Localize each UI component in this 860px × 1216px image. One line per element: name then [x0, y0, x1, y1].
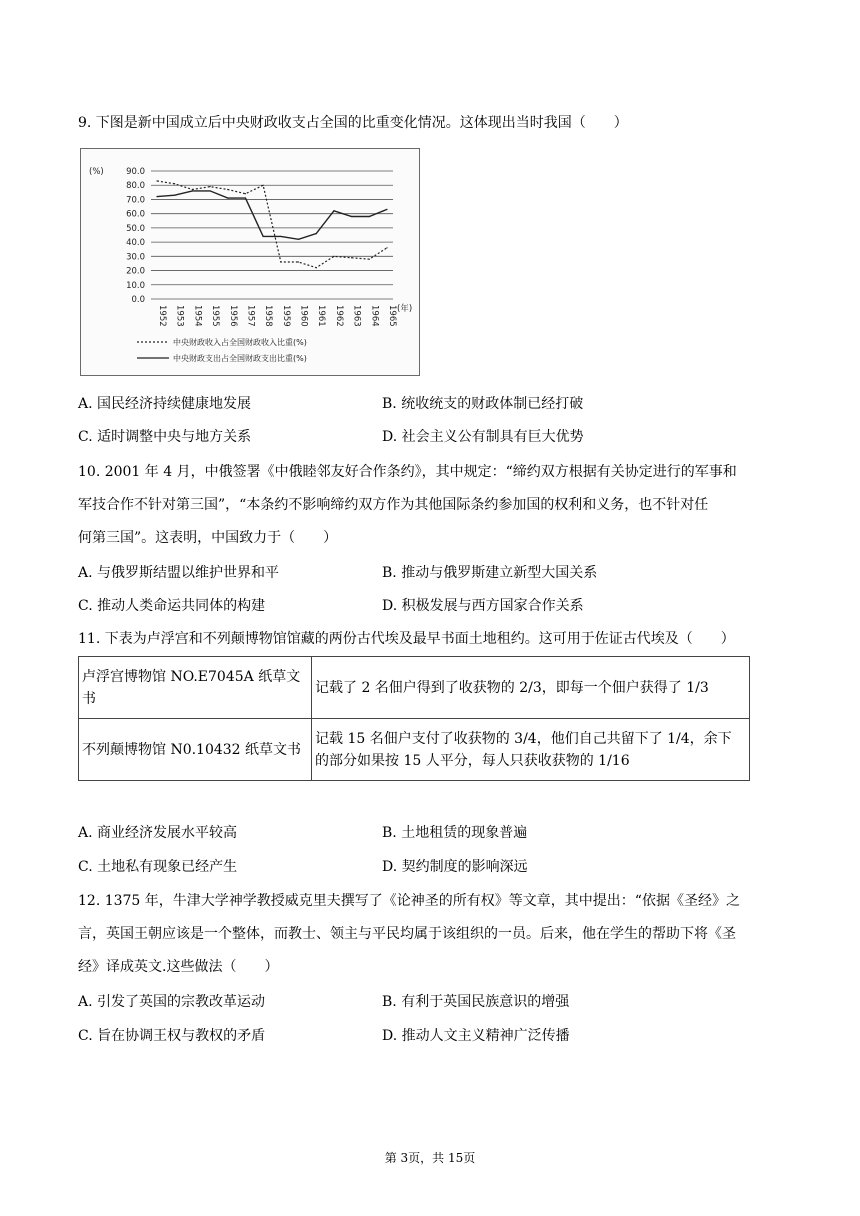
- q10-option-a[interactable]: A. 与俄罗斯结盟以维护世界和平: [78, 565, 280, 581]
- y-tick-label: 30.0: [126, 252, 145, 263]
- q9-option-a[interactable]: A. 国民经济持续健康地发展: [78, 396, 252, 412]
- legend-label: 中央财政收入占全国财政收入比重(%): [173, 338, 307, 347]
- series-line-1: [157, 191, 387, 239]
- q12-options-row-2: [78, 1026, 778, 1046]
- q10-option-c[interactable]: C. 推动人类命运共同体的构建: [78, 598, 266, 614]
- data-point: [298, 261, 299, 262]
- data-point: [316, 233, 317, 234]
- x-tick-label: 1953: [174, 305, 185, 327]
- cell-text: 不列颠博物馆 N0.10432 纸草文书: [82, 741, 302, 758]
- data-point: [209, 186, 210, 187]
- data-point: [280, 236, 281, 237]
- q9-options-row-2: [78, 427, 778, 447]
- data-point: [333, 256, 334, 257]
- data-point: [209, 190, 210, 191]
- y-tick-label: 60.0: [126, 209, 145, 220]
- cell-text: 记载 15 名佃户支付了收获物的 3/4，他们自己共留下了 1/4，余下: [315, 730, 732, 747]
- data-point: [280, 261, 281, 262]
- y-tick-label: 50.0: [126, 223, 145, 234]
- data-point: [192, 190, 193, 191]
- page-footer: 第 3页，共 15页: [384, 1151, 476, 1165]
- x-tick-label: 1960: [298, 305, 309, 327]
- q10-option-d[interactable]: D. 积极发展与西方国家合作关系: [382, 598, 584, 614]
- q12-options-row-1: [78, 992, 778, 1012]
- q9-option-d[interactable]: D. 社会主义公有制具有巨大优势: [382, 429, 584, 445]
- data-point: [245, 193, 246, 194]
- x-tick-label: 1962: [333, 305, 344, 327]
- x-tick-label: 1957: [245, 305, 256, 327]
- table-row: [79, 657, 750, 719]
- q11-option-d[interactable]: D. 契约制度的影响深远: [382, 859, 528, 875]
- data-point: [192, 189, 193, 190]
- lease-table: [78, 656, 750, 781]
- x-tick-label: 1965: [387, 305, 397, 327]
- q12-stem-line-2: 言，英国王朝应该是一个整体，而教士、领主与平民均属于该组织的一员。后来，他在学生的帮助下将《圣: [78, 926, 736, 942]
- q11-options-row-2: [78, 857, 778, 877]
- chart-svg: [81, 149, 419, 375]
- series-line-0: [157, 181, 387, 268]
- data-point: [156, 196, 157, 197]
- y-tick-label: 70.0: [126, 195, 145, 206]
- q11-options-row-1: [78, 823, 778, 843]
- y-axis-label: (%): [89, 167, 104, 177]
- data-point: [316, 267, 317, 268]
- x-tick-label: 1964: [369, 305, 380, 327]
- q12-stem-line-1: 12. 1375 年，牛津大学神学教授威克里夫撰写了《论神圣的所有权》等文章，其中提出：“依据《圣经》之: [78, 893, 740, 909]
- q12-option-d[interactable]: D. 推动人文主义精神广泛传播: [382, 1028, 570, 1044]
- q9-stem: 9. 下图是新中国成立后中央财政收支占全国的比重变化情况。这体现出当时我国（ ）: [78, 115, 628, 131]
- cell-text: 的部分如果按 15 人平分，每人只获收获物的 1/16: [315, 752, 630, 769]
- y-tick-label: 0.0: [131, 295, 145, 305]
- q9-option-c[interactable]: C. 适时调整中央与地方关系: [78, 429, 252, 445]
- data-point: [156, 180, 157, 181]
- x-tick-label: 1963: [351, 305, 362, 327]
- data-point: [227, 189, 228, 190]
- y-tick-label: 40.0: [126, 238, 145, 249]
- q12-option-c[interactable]: C. 旨在协调王权与教权的矛盾: [78, 1028, 266, 1044]
- cell-text: 卢浮宫博物馆 NO.E7045A 纸草文: [82, 668, 301, 685]
- data-point: [174, 183, 175, 184]
- data-point: [263, 185, 264, 186]
- q11-stem: 11. 下表为卢浮宫和不列颠博物馆馆藏的两份古代埃及最早书面土地租约。这可用于佐证古代埃及（ ）: [78, 631, 735, 647]
- q10-stem-line-3: 何第三国”。这表明，中国致力于（ ）: [78, 530, 338, 546]
- data-point: [351, 216, 352, 217]
- data-point: [298, 239, 299, 240]
- q10-stem-line-2: 军技合作不针对第三国”，“本条约不影响缔约双方作为其他国际条约参加国的权利和义务，也不针对任: [78, 497, 709, 513]
- table-row: [79, 719, 750, 781]
- data-point: [174, 195, 175, 196]
- x-axis-label: (年): [397, 304, 413, 314]
- cell-text: 书: [82, 690, 96, 707]
- q9-options-row-1: [78, 394, 778, 414]
- table-cell-content: [312, 657, 750, 719]
- x-tick-label: 1952: [157, 305, 167, 327]
- table-cell-content: [312, 719, 750, 781]
- q12-stem-line-3: 经》译成英文.这些做法（ ）: [78, 959, 279, 975]
- q11-option-a[interactable]: A. 商业经济发展水平较高: [78, 825, 238, 841]
- data-point: [245, 197, 246, 198]
- x-tick-label: 1958: [263, 305, 274, 327]
- table-cell-source: [79, 719, 312, 781]
- data-point: [227, 197, 228, 198]
- legend-label: 中央财政支出占全国财政支出比重(%): [173, 354, 307, 363]
- table-cell-source: [79, 657, 312, 719]
- q10-option-b[interactable]: B. 推动与俄罗斯建立新型大国关系: [382, 565, 598, 581]
- q12-option-a[interactable]: A. 引发了英国的宗教改革运动: [78, 994, 266, 1010]
- x-tick-label: 1961: [316, 305, 327, 327]
- x-tick-label: 1955: [210, 305, 221, 327]
- data-point: [351, 257, 352, 258]
- data-point: [386, 209, 387, 210]
- data-point: [333, 210, 334, 211]
- q9-option-b[interactable]: B. 统收统支的财政体制已经打破: [382, 396, 584, 412]
- q11-option-b[interactable]: B. 土地租赁的现象普遍: [382, 825, 528, 841]
- fiscal-ratio-chart: [80, 148, 420, 376]
- data-point: [386, 247, 387, 248]
- x-tick-label: 1959: [280, 305, 291, 327]
- x-tick-label: 1954: [192, 305, 203, 327]
- cell-text: 记载了 2 名佃户得到了收获物的 2/3，即每一个佃户获得了 1/3: [315, 679, 709, 696]
- data-point: [369, 259, 370, 260]
- x-tick-label: 1956: [227, 305, 238, 327]
- y-tick-label: 10.0: [126, 280, 145, 291]
- q10-options-row-2: [78, 596, 778, 616]
- q10-stem-line-1: 10. 2001 年 4 月，中俄签署《中俄睦邻友好合作条约》，其中规定：“缔约双方根据有关协定进行的军事和: [78, 464, 737, 480]
- data-point: [263, 236, 264, 237]
- q11-option-c[interactable]: C. 土地私有现象已经产生: [78, 859, 238, 875]
- q10-options-row-1: [78, 563, 778, 583]
- y-tick-label: 80.0: [126, 181, 145, 192]
- q12-option-b[interactable]: B. 有利于英国民族意识的增强: [382, 994, 570, 1010]
- y-tick-label: 20.0: [126, 266, 145, 277]
- data-point: [369, 216, 370, 217]
- y-tick-label: 90.0: [126, 167, 145, 177]
